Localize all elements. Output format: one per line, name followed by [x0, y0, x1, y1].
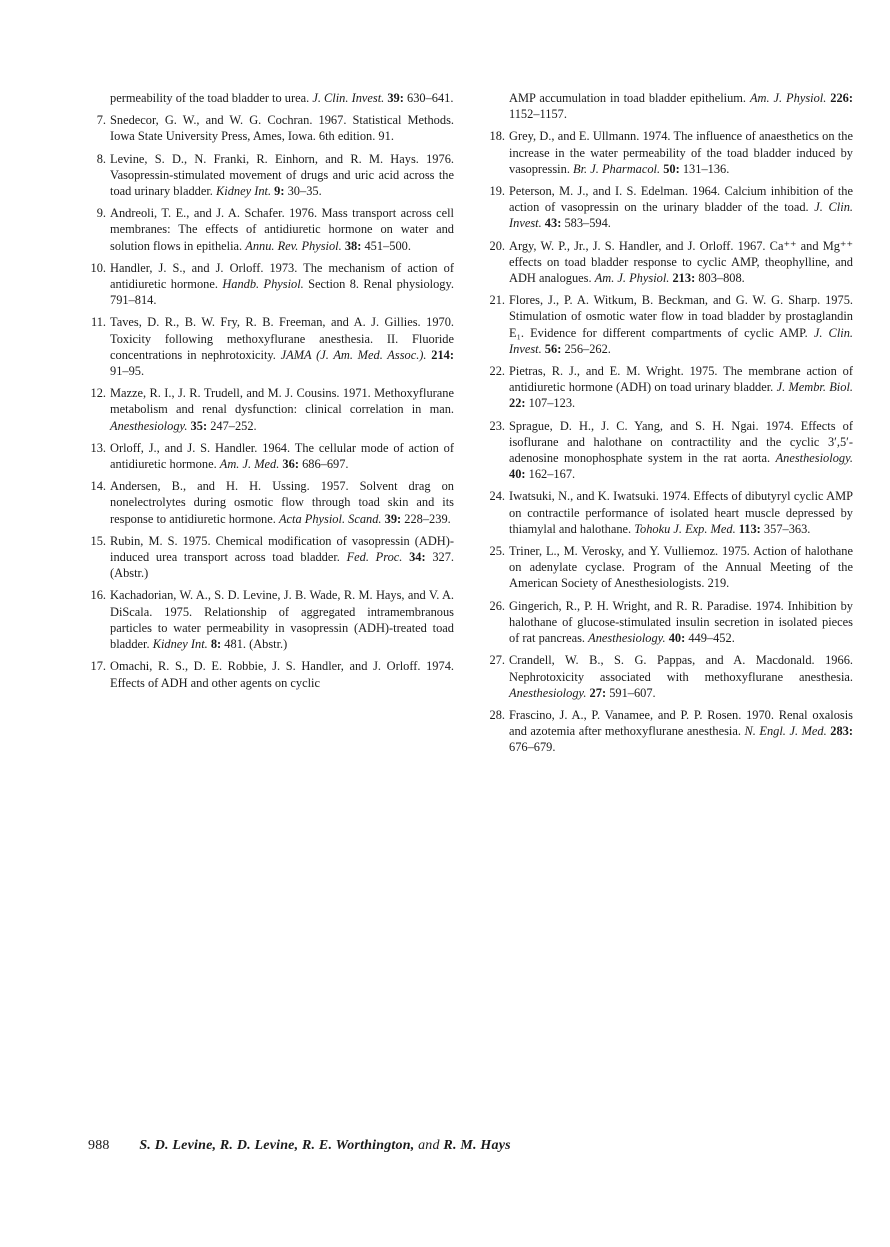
reference-text: Argy, W. P., Jr., J. S. Handler, and J. Orloff. 1967. Ca⁺⁺ and Mg⁺⁺ effects on toad bladder response to cyclic AMP, theophylline, and ADH analogues. — [509, 238, 853, 286]
reference-entry — [487, 292, 853, 357]
reference-journal: JAMA (J. Am. Med. Assoc.). — [280, 347, 427, 362]
reference-text: Orloff, J., and J. S. Handler. 1964. The cellular mode of action of antidiuretic hormone. — [110, 440, 454, 472]
reference-journal: J. Membr. Biol. — [776, 380, 853, 395]
reference-text: Levine, S. D., N. Franki, R. Einhorn, and R. M. Hays. 1976. Vasopressin-stimulated movement of drugs and uric acid across the toad urinary bladder. — [110, 151, 454, 199]
reference-number: 13. — [90, 440, 106, 455]
reference-entry — [88, 112, 454, 144]
reference-number: 7. — [96, 113, 106, 128]
reference-journal: Anesthesiology. — [509, 685, 587, 700]
reference-journal: J. Clin. Invest. — [509, 200, 853, 231]
reference-volume: 8: — [210, 637, 222, 652]
reference-number: 19. — [489, 184, 505, 199]
reference-entry — [88, 587, 454, 652]
reference-text: Handler, J. S., and J. Orloff. 1973. The mechanism of action of antidiuretic hormone. — [110, 260, 454, 292]
reference-pages: 357–363. — [763, 521, 811, 536]
reference-entry — [88, 440, 454, 472]
reference-journal: Am. J. Physiol. — [594, 271, 670, 286]
reference-text: AMP accumulation in toad bladder epithelium. — [509, 91, 747, 105]
reference-entry — [88, 260, 454, 309]
running-last-author: R. M. Hays — [443, 1138, 511, 1153]
reference-pages: 247–252. — [210, 418, 257, 433]
reference-text: Iwatsuki, N., and K. Iwatsuki. 1974. Effects of dibutyryl cyclic AMP on contractile performance of isolated heart muscle depressed by thiamylal and halothane. — [509, 489, 853, 536]
reference-entry — [487, 543, 853, 592]
reference-number: 8. — [96, 151, 106, 166]
reference-volume: 213: — [672, 271, 696, 286]
reference-text: Mazze, R. I., J. R. Trudell, and M. J. Cousins. 1971. Methoxyflurane metabolism and renal dysfunction: clinical correlation in man. — [110, 386, 454, 417]
reference-number: 10. — [90, 260, 106, 275]
reference-journal: Handb. Physiol. — [222, 277, 304, 292]
reference-journal: J. Clin. Invest. — [312, 91, 385, 105]
reference-pages: 30–35. — [287, 184, 322, 199]
right-reference-column — [487, 90, 853, 762]
reference-number: 25. — [489, 544, 505, 559]
reference-number: 22. — [489, 364, 505, 379]
reference-journal: N. Engl. J. Med. — [744, 724, 827, 739]
reference-entry — [487, 488, 853, 537]
reference-number: 27. — [489, 653, 505, 668]
reference-volume: 38: — [344, 238, 362, 253]
reference-text: Snedecor, G. W., and W. G. Cochran. 1967. Statistical Methods. Iowa State University Press, Ames, Iowa. 6th edition. 91. — [110, 113, 454, 144]
left-reference-column — [88, 90, 454, 697]
reference-pages: 327. (Abstr.) — [110, 550, 455, 581]
reference-text: Triner, L., M. Verosky, and Y. Vulliemoz. 1975. Action of halothane on adenylate cyclase. Program of the Annual Meeting of the American Society of Anesthesiologists. 219. — [509, 544, 853, 591]
reference-pages: 591–607. — [609, 685, 656, 700]
reference-entry — [88, 385, 454, 434]
reference-pages: 449–452. — [688, 631, 735, 646]
reference-pages: 1152–1157. — [509, 107, 567, 122]
reference-volume: 22: — [509, 396, 526, 411]
reference-journal: Acta Physiol. Scand. — [278, 511, 382, 526]
reference-number: 23. — [489, 418, 505, 433]
reference-volume: 226: — [830, 91, 853, 105]
reference-journal: Anesthesiology. — [110, 418, 188, 433]
reference-pages: 107–123. — [528, 396, 576, 411]
reference-entry — [487, 652, 853, 701]
reference-number: 26. — [489, 598, 505, 613]
reference-entry — [487, 238, 853, 287]
reference-entry — [487, 90, 853, 122]
reference-number: 18. — [489, 129, 505, 144]
reference-pages: 131–136. — [682, 161, 730, 176]
reference-pages: 162–167. — [528, 467, 576, 482]
reference-volume: 43: — [544, 216, 562, 231]
reference-journal: Kidney Int. — [216, 184, 272, 199]
reference-journal: Br. J. Pharmacol. — [573, 161, 661, 176]
reference-journal: Am. J. Physiol. — [749, 91, 827, 105]
reference-volume: 214: — [431, 347, 454, 362]
reference-number: 14. — [90, 479, 106, 494]
reference-volume: 39: — [387, 91, 404, 105]
reference-volume: 40: — [668, 631, 686, 646]
reference-text: Flores, J., P. A. Witkum, B. Beckman, and G. W. G. Sharp. 1975. Stimulation of osmotic water flow in toad bladder by prostaglandin E₁. Evidence for different compartments of cyclic AMP. — [509, 293, 853, 340]
reference-number: 24. — [489, 489, 505, 504]
reference-journal: Fed. Proc. — [346, 550, 403, 565]
reference-pages: 803–808. — [698, 271, 745, 286]
reference-text: Taves, D. R., B. W. Fry, R. B. Freeman, and A. J. Gillies. 1970. Toxicity following methoxyflurane anesthesia. II. Fluoride concentrations in nephrotoxicity. — [110, 315, 454, 362]
reference-text: Sprague, D. H., J. C. Yang, and S. H. Ngai. 1974. Effects of isoflurane and halothane on contractility and the cyclic 3′,5′-adenosine monophosphate system in the rat aorta. — [509, 418, 853, 466]
reference-volume: 9: — [274, 184, 285, 199]
reference-journal: Annu. Rev. Physiol. — [245, 238, 342, 253]
page-number: 988 — [88, 1138, 110, 1153]
reference-number: 20. — [489, 238, 505, 253]
reference-volume: 39: — [384, 511, 402, 526]
reference-volume: 36: — [282, 457, 299, 472]
reference-text: Kachadorian, W. A., S. D. Levine, J. B. Wade, R. M. Hays, and V. A. DiScala. 1975. Relationship of aggregated intramembranous particles to water permeability in vasopressin (ADH)-treated toad bladder. — [110, 588, 454, 652]
reference-entry — [487, 363, 853, 412]
running-authors-and: and — [418, 1138, 440, 1153]
reference-text: Pietras, R. J., and E. M. Wright. 1975. The membrane action of antidiuretic hormone (ADH) on toad urinary bladder. — [509, 364, 853, 395]
reference-volume: 35: — [190, 418, 208, 433]
reference-volume: 34: — [409, 550, 426, 565]
reference-entry — [487, 418, 853, 483]
reference-number: 17. — [90, 659, 106, 674]
reference-volume: 283: — [830, 724, 853, 739]
reference-journal: Kidney Int. — [152, 637, 208, 652]
reference-number: 15. — [90, 533, 106, 548]
reference-text: Frascino, J. A., P. Vanamee, and P. P. Rosen. 1970. Renal oxalosis and azotemia after methoxyflurane anesthesia. — [509, 707, 853, 739]
reference-entry — [487, 707, 853, 756]
reference-pages: 451–500. — [364, 238, 411, 253]
reference-number: 9. — [96, 206, 106, 221]
reference-entry — [88, 205, 454, 254]
reference-entry — [88, 478, 454, 527]
reference-journal: Tohoku J. Exp. Med. — [634, 521, 736, 536]
reference-pages: 686–697. — [302, 457, 349, 472]
reference-volume: 50: — [663, 161, 680, 176]
reference-entry — [88, 151, 454, 200]
reference-entry — [88, 90, 454, 106]
reference-pages: 91–95. — [110, 364, 145, 379]
reference-volume: 27: — [589, 685, 607, 700]
reference-number: 28. — [489, 707, 505, 722]
reference-number: 11. — [90, 315, 106, 330]
reference-entry — [88, 533, 454, 582]
reference-text: Grey, D., and E. Ullmann. 1974. The influence of anaesthetics on the increase in the water permeability of the toad bladder induced by vasopressin. — [509, 129, 853, 176]
reference-number: 12. — [90, 386, 106, 401]
reference-journal: Anesthesiology. — [775, 451, 853, 466]
reference-volume: 113: — [738, 521, 761, 536]
reference-text: Andersen, B., and H. H. Ussing. 1957. Solvent drag on nonelectrolytes during osmotic flow through toad skin and its response to antidiuretic hormone. — [110, 479, 454, 526]
reference-pages: Section 8. Renal physiology. 791–814. — [110, 277, 454, 308]
reference-entry — [88, 314, 454, 379]
reference-text: Crandell, W. B., S. G. Pappas, and A. Macdonald. 1966. Nephrotoxicity associated with methoxyflurane anesthesia. — [509, 653, 853, 684]
reference-text: Rubin, M. S. 1975. Chemical modification of vasopressin (ADH)-induced urea transport across toad bladder. — [110, 533, 454, 565]
page-footer — [88, 1138, 511, 1154]
reference-pages: 676–679. — [509, 740, 556, 755]
running-authors: S. D. Levine, R. D. Levine, R. E. Worthington, — [139, 1138, 415, 1153]
reference-number: 21. — [489, 293, 505, 308]
reference-volume: 40: — [509, 467, 526, 482]
reference-text: Peterson, M. J., and I. S. Edelman. 1964. Calcium inhibition of the action of vasopressin on the urinary bladder of the toad. — [509, 184, 853, 215]
reference-pages: 256–262. — [564, 341, 611, 356]
reference-volume: 56: — [544, 341, 562, 356]
reference-journal: Anesthesiology. — [588, 631, 666, 646]
reference-journal: Am. J. Med. — [219, 457, 280, 472]
reference-text: permeability of the toad bladder to urea. — [110, 91, 310, 105]
reference-pages: 228–239. — [404, 511, 451, 526]
reference-pages: 583–594. — [564, 216, 611, 231]
reference-text: Gingerich, R., P. H. Wright, and R. R. Paradise. 1974. Inhibition by halothane of glucose-stimulated insulin secretion in isolated pieces of rat pancreas. — [509, 598, 853, 646]
reference-pages: 481. (Abstr.) — [224, 637, 288, 652]
reference-number: 16. — [90, 588, 106, 603]
reference-journal: J. Clin. Invest. — [509, 325, 853, 356]
reference-entry — [487, 128, 853, 177]
reference-text: Omachi, R. S., D. E. Robbie, J. S. Handler, and J. Orloff. 1974. Effects of ADH and other agents on cyclic — [110, 659, 454, 690]
reference-entry — [487, 183, 853, 232]
reference-text: Andreoli, T. E., and J. A. Schafer. 1976. Mass transport across cell membranes: The effects of antidiuretic hormone on water and solution flows in epithelia. — [110, 206, 454, 253]
reference-pages: 630–641. — [407, 91, 454, 105]
reference-entry — [88, 658, 454, 690]
reference-entry — [487, 598, 853, 647]
